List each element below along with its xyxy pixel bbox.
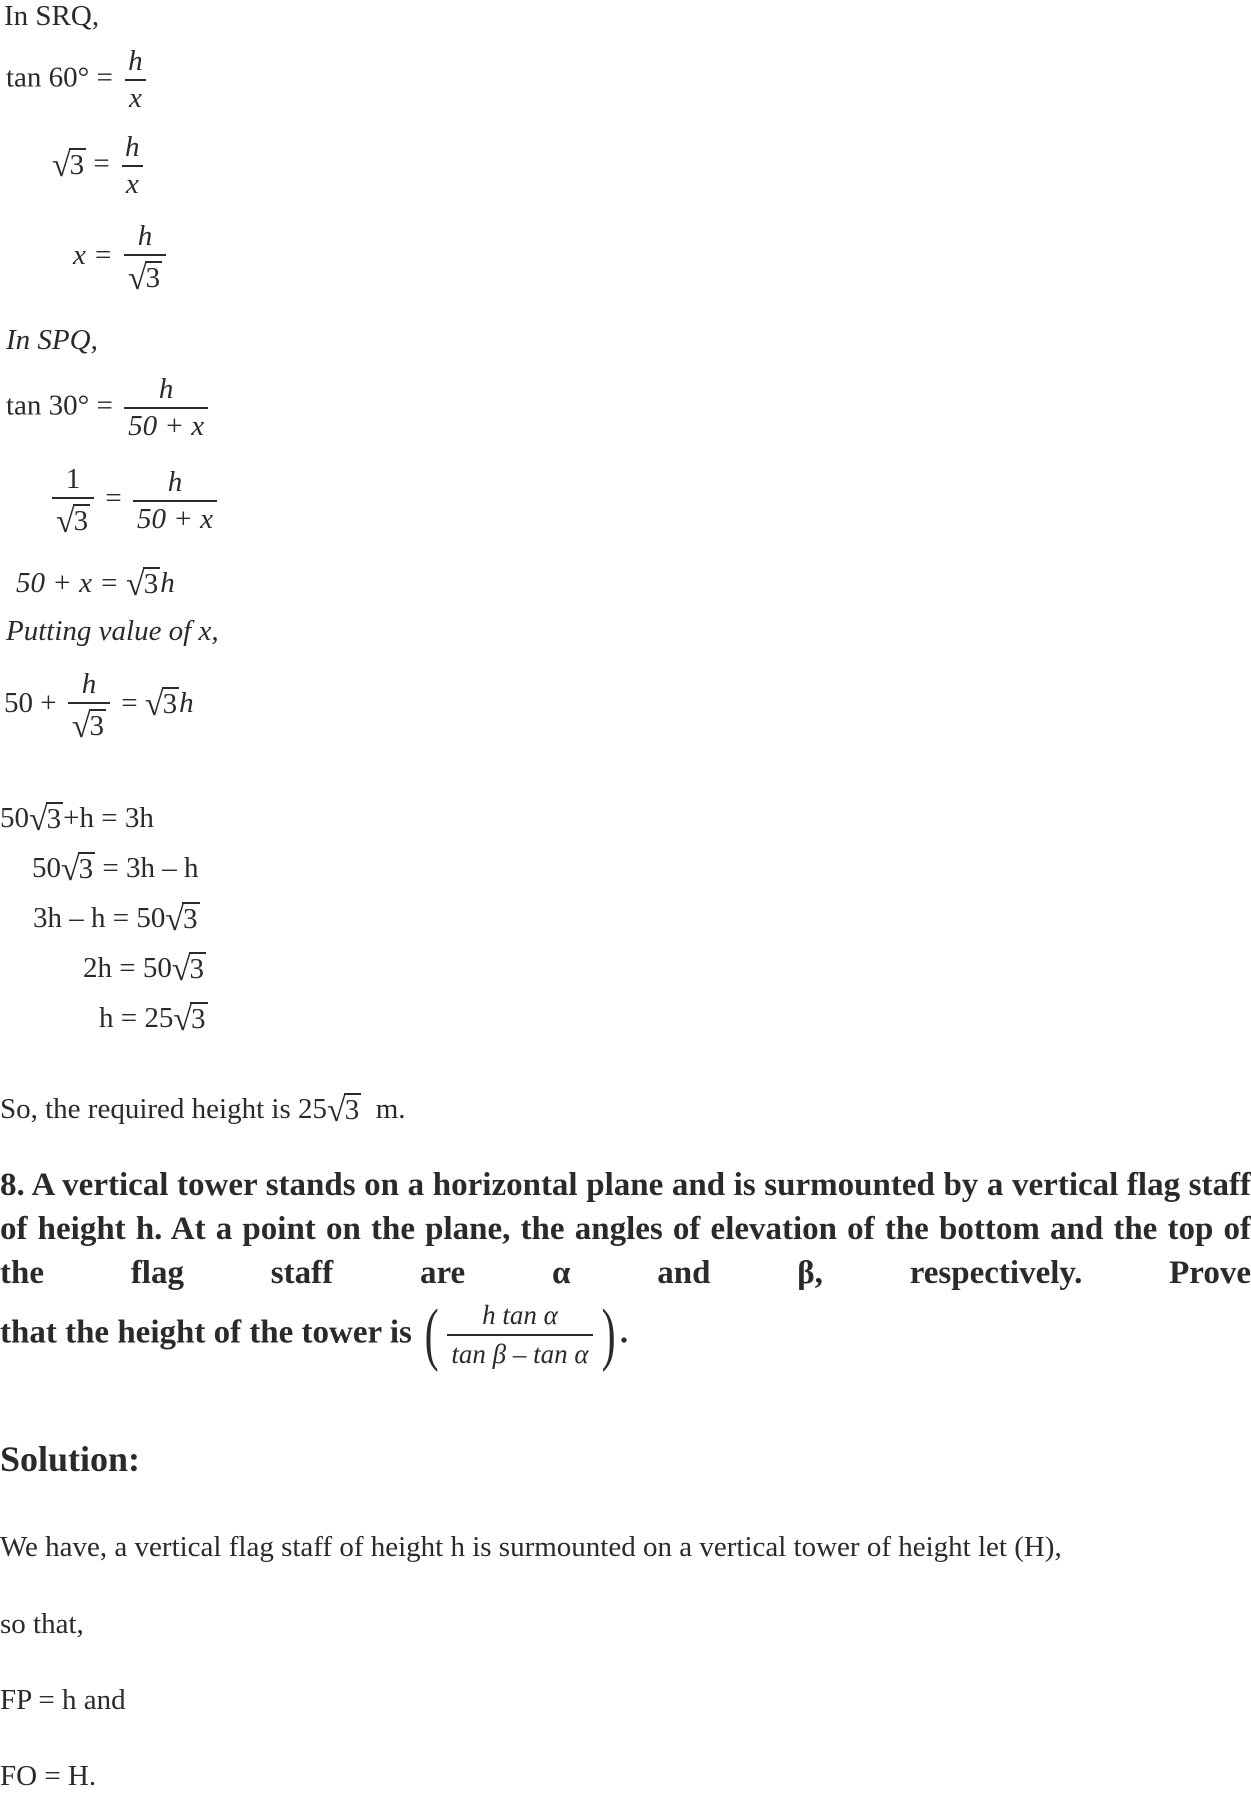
putting-value-text: Putting value of x, (6, 615, 219, 647)
eq-tan60-lhs: tan 60° = (6, 61, 113, 94)
denominator: √ 3 (124, 254, 166, 293)
numerator: 1 (65, 463, 81, 495)
frac-h-over-50x (124, 375, 208, 441)
denominator: x (125, 79, 146, 113)
solution-heading: Solution: (0, 1439, 141, 1479)
rest: +h = 3h (63, 802, 154, 834)
height-formula: ( $\frac{\text{h tan α}}{\text{tan β – tan α}}$ ) (424, 1296, 616, 1373)
sqrt-3: √ 3 (171, 951, 205, 988)
frac-h-over-sqrt3 (124, 220, 166, 297)
eq-substituted (4, 668, 194, 745)
lhs: 50 + x = (16, 567, 119, 599)
eq-1-over-sqrt3 (48, 463, 221, 540)
sqrt-3: √ 3 (126, 566, 159, 603)
frac-h-over-x (121, 133, 144, 199)
denominator: 50 + x (133, 500, 217, 534)
coef: 50 (32, 852, 61, 884)
numerator: h (158, 373, 174, 405)
lhs: 2h = 50 (83, 952, 172, 984)
lhs: 50 + (4, 687, 57, 720)
numerator: h tan α (482, 1300, 558, 1330)
denominator: tan β – tan α (447, 1334, 592, 1370)
lhs: h = 25 (99, 1002, 174, 1034)
frac-1-over-sqrt3 (52, 463, 94, 540)
conclusion (0, 1091, 406, 1129)
numerator: h (128, 45, 143, 77)
sqrt-3: √ 3 (327, 1092, 360, 1129)
h: h (160, 567, 175, 599)
eq-50x-sqrt3h (16, 565, 175, 603)
denominator: x (122, 165, 143, 199)
frac-h-over-sqrt3 (68, 668, 110, 745)
step-4 (83, 950, 206, 988)
frac-h-over-50x (133, 465, 217, 535)
eq-tan30 (6, 375, 212, 441)
sqrt-3: √ 3 (52, 146, 85, 184)
solution-p4: FO = H. (0, 1760, 97, 1792)
eq-sqrt3-h-over-x (52, 133, 148, 199)
eq-x-value (73, 220, 170, 297)
denominator: 50 + x (124, 407, 208, 441)
equals: = (105, 482, 122, 515)
question-8-text: 8. A vertical tower stands on a horizontal plane and is surmounted by a vertical flag staff of height h. At a point on the plane, the angles of elevation of the bottom and the top of the flag staff are α and β, respectively. Prove (0, 1167, 1251, 1291)
lhs: 3h – h = 50 (33, 902, 166, 934)
sqrt-3: √ 3 (61, 851, 94, 888)
numerator: h (167, 465, 183, 498)
sqrt-3: √ 3 (29, 801, 62, 838)
question-8-last-line (0, 1296, 629, 1373)
sqrt-3: √ 3 (165, 901, 198, 938)
numerator: h (137, 220, 153, 252)
solution-p3: FP = h and (0, 1684, 126, 1716)
conclusion-suffix: m. (361, 1093, 406, 1125)
eq-tan30-lhs: tan 30° = (6, 389, 113, 422)
solution-p2: so that, (0, 1608, 84, 1640)
step-1 (0, 800, 154, 838)
eq-tan60 (6, 47, 151, 113)
rest: = 3h – h (95, 852, 199, 884)
numerator: h (81, 668, 97, 700)
equals: = (121, 687, 138, 720)
step-5 (99, 1000, 208, 1038)
conclusion-prefix: So, the required height is 25 (0, 1093, 328, 1125)
frac-htan-over-diff (447, 1300, 592, 1370)
sqrt-3: √ 3 (144, 686, 178, 724)
step-3 (33, 900, 200, 938)
sqrt-3: √ 3 (173, 1001, 206, 1038)
spq-heading: In SPQ, (6, 324, 98, 356)
denominator: √ 3 (68, 702, 110, 741)
coef: 50 (0, 802, 29, 834)
x-equals: x = (73, 239, 113, 272)
denominator: √ 3 (52, 497, 94, 536)
equals: = (93, 147, 110, 180)
h: h (179, 687, 194, 720)
numerator: h (125, 131, 140, 163)
period: . (619, 1314, 629, 1351)
srq-heading: In SRQ, (4, 0, 100, 32)
step-2 (32, 850, 199, 888)
question-last-prefix: that the height of the tower is (0, 1314, 412, 1351)
frac-h-over-x (124, 47, 147, 113)
solution-p1: We have, a vertical flag staff of height h is surmounted on a vertical tower of height let (H), (0, 1531, 1062, 1563)
